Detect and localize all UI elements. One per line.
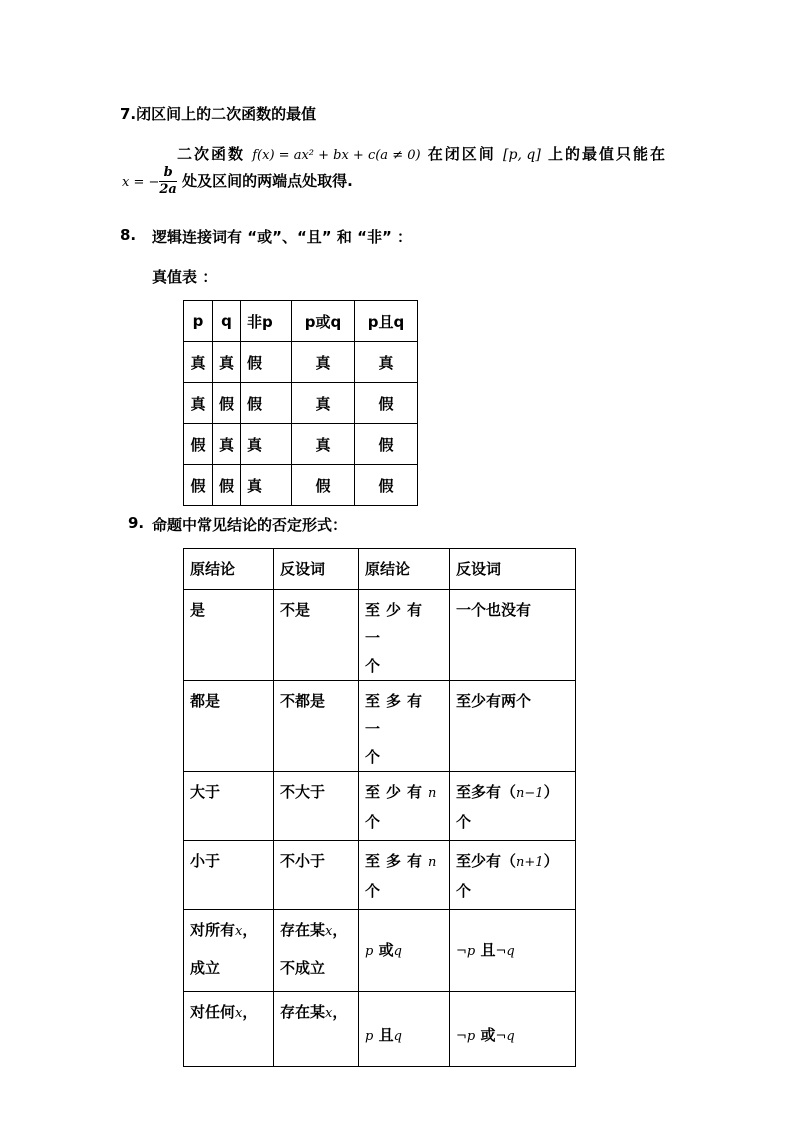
section-8-title: 逻辑连接词有 “或”、“且” 和 “非” ： <box>152 228 413 246</box>
not-p: ¬p <box>456 943 476 959</box>
table-cell <box>359 681 450 772</box>
table-cell <box>359 841 450 910</box>
vertex-fraction <box>159 165 176 198</box>
negation-table <box>183 548 576 1067</box>
var-x: x <box>235 924 243 939</box>
table-cell: 不是 <box>274 590 359 681</box>
table-cell: 假 <box>355 424 418 465</box>
cell-text: 且 <box>378 1026 394 1044</box>
not-p: ¬p <box>456 1029 476 1044</box>
section-7-title: 7.闭区间上的二次函数的最值 <box>120 105 317 123</box>
cell-line <box>456 847 569 877</box>
table-row <box>184 383 418 424</box>
table-row <box>184 342 418 383</box>
var-n: n <box>428 786 437 801</box>
table-cell: 不都是 <box>274 681 359 772</box>
var-p: p <box>365 1029 374 1044</box>
table-cell <box>359 590 450 681</box>
table-cell: 假 <box>213 465 241 506</box>
cell-text: ， <box>332 1003 348 1021</box>
var-p: p <box>365 943 374 959</box>
cell-line <box>456 778 569 808</box>
table-cell: 假 <box>355 465 418 506</box>
var-q: q <box>393 943 402 959</box>
table-cell <box>450 910 576 992</box>
negation-header-row <box>184 549 576 590</box>
table-row <box>184 465 418 506</box>
var-x: x <box>325 1006 333 1021</box>
cell-line <box>365 847 443 877</box>
cell-line: 不成立 <box>280 959 326 977</box>
expr-n-plus-1: n+1 <box>516 855 544 870</box>
header-p-or-q: p或q <box>292 301 355 342</box>
table-cell: 假 <box>184 465 213 506</box>
line1-pre: 二次函数 <box>177 145 246 163</box>
header-negation: 反设词 <box>274 549 359 590</box>
table-cell: 真 <box>355 342 418 383</box>
var-q: q <box>393 1029 402 1044</box>
section-9-number: 9. <box>128 514 145 532</box>
section-7-line-2 <box>122 165 353 198</box>
table-cell: 大于 <box>184 772 274 841</box>
cell-line <box>365 778 443 808</box>
table-cell: 假 <box>184 424 213 465</box>
table-cell <box>359 910 450 992</box>
truth-table <box>183 300 418 506</box>
table-cell: 假 <box>241 383 292 424</box>
table-cell: 真 <box>184 383 213 424</box>
table-cell <box>450 772 576 841</box>
cell-line: 个 <box>456 813 472 831</box>
table-cell: 都是 <box>184 681 274 772</box>
table-cell: 假 <box>213 383 241 424</box>
table-row <box>184 841 576 910</box>
line1-post: 上的最值只能在 <box>548 145 668 163</box>
cell-line: 个 <box>365 882 381 900</box>
table-cell: 不小于 <box>274 841 359 910</box>
cell-line: 成立 <box>190 959 221 977</box>
fraction-denominator: 2a <box>159 182 177 197</box>
table-cell: 假 <box>241 342 292 383</box>
table-cell: 真 <box>292 342 355 383</box>
var-x: x <box>325 924 333 939</box>
var-n: n <box>428 855 437 870</box>
cell-text: ， <box>242 1003 258 1021</box>
closed-interval: [p, q] <box>503 147 541 163</box>
header-negation: 反设词 <box>450 549 576 590</box>
line2-post: 处及区间的两端点处取得. <box>182 172 353 190</box>
table-row <box>184 992 576 1067</box>
table-row <box>184 772 576 841</box>
not-q: ¬q <box>495 943 515 959</box>
cell-text: 或 <box>480 1026 496 1044</box>
table-row <box>184 424 418 465</box>
cell-line <box>280 916 352 946</box>
table-cell <box>184 910 274 992</box>
header-original: 原结论 <box>359 549 450 590</box>
table-cell <box>450 992 576 1067</box>
truth-table-header-row <box>184 301 418 342</box>
cell-text: ） <box>543 783 559 801</box>
not-q: ¬q <box>495 1029 515 1044</box>
cell-line: 至多有一 <box>365 692 429 738</box>
table-cell: 假 <box>355 383 418 424</box>
fraction-numerator: b <box>159 165 176 182</box>
table-row <box>184 681 576 772</box>
line1-mid: 在闭区间 <box>427 145 496 163</box>
table-cell <box>359 992 450 1067</box>
table-cell <box>274 910 359 992</box>
section-9-title: 命题中常见结论的否定形式： <box>152 516 348 534</box>
cell-text: 对所有 <box>190 921 236 939</box>
header-q: q <box>213 301 241 342</box>
cell-text: 且 <box>480 940 496 959</box>
header-original: 原结论 <box>184 549 274 590</box>
cell-text: 至少有（ <box>456 852 517 870</box>
cell-text: 或 <box>378 940 394 959</box>
table-cell: 真 <box>292 383 355 424</box>
table-row <box>184 910 576 992</box>
section-8-number: 8. <box>120 226 137 244</box>
cell-text: 至多有（ <box>456 783 517 801</box>
table-cell <box>450 841 576 910</box>
table-cell: 一个也没有 <box>450 590 576 681</box>
table-cell: 真 <box>292 424 355 465</box>
table-cell: 是 <box>184 590 274 681</box>
cell-text: 存在某 <box>280 921 326 939</box>
table-cell: 至少有两个 <box>450 681 576 772</box>
table-cell <box>359 772 450 841</box>
header-p: p <box>184 301 213 342</box>
table-cell <box>184 992 274 1067</box>
cell-text: ， <box>332 921 348 939</box>
cell-line: 个 <box>456 882 472 900</box>
table-cell <box>274 992 359 1067</box>
cell-text: ） <box>543 852 559 870</box>
table-cell: 假 <box>292 465 355 506</box>
table-cell: 真 <box>213 424 241 465</box>
vertex-x-eq: x = − <box>122 175 160 190</box>
table-cell: 不大于 <box>274 772 359 841</box>
cell-text: 至少有 <box>365 783 429 801</box>
cell-line: 个 <box>365 657 381 675</box>
expr-n-minus-1: n−1 <box>516 786 544 801</box>
cell-text: 对任何 <box>190 1003 236 1021</box>
cell-line: 至少有一 <box>365 601 429 647</box>
var-x: x <box>235 1006 243 1021</box>
table-row <box>184 590 576 681</box>
truth-table-label: 真值表 ： <box>152 268 218 286</box>
table-cell: 真 <box>184 342 213 383</box>
cell-text: ， <box>242 921 258 939</box>
table-cell: 真 <box>213 342 241 383</box>
cell-text: 存在某 <box>280 1003 326 1021</box>
quadratic-function-expr: f(x) = ax² + bx + c(a ≠ 0) <box>252 148 421 163</box>
table-cell: 小于 <box>184 841 274 910</box>
cell-line <box>190 916 267 946</box>
cell-line: 个 <box>365 748 381 766</box>
header-not-p: 非p <box>241 301 292 342</box>
cell-line: 个 <box>365 813 381 831</box>
table-cell: 真 <box>241 465 292 506</box>
table-cell: 真 <box>241 424 292 465</box>
section-7-line-1 <box>177 143 667 164</box>
header-p-and-q: p且q <box>355 301 418 342</box>
cell-text: 至多有 <box>365 852 429 870</box>
